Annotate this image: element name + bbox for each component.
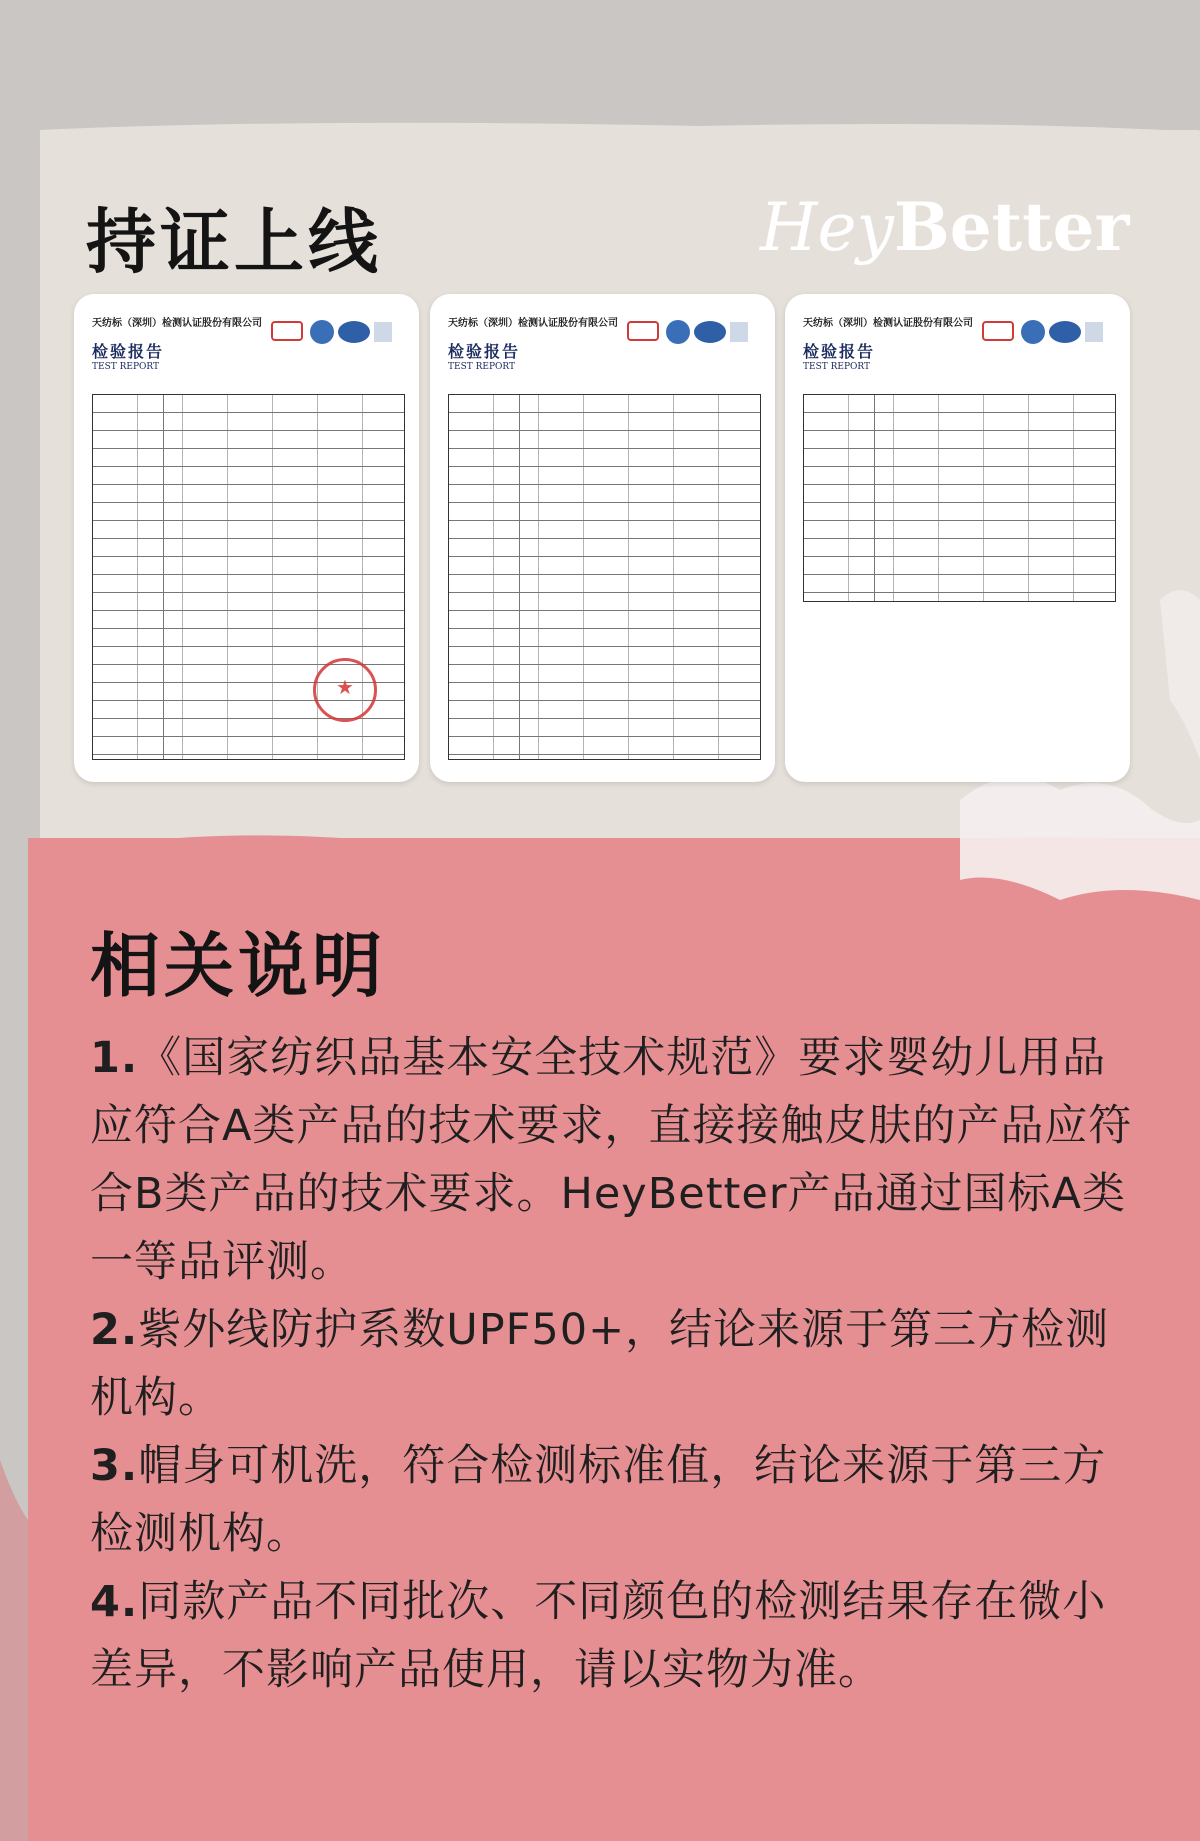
certification-seals-icon <box>266 314 396 354</box>
certification-seals-icon <box>622 314 752 354</box>
list-item <box>90 1432 1140 1568</box>
test-report-card-2[interactable] <box>430 294 775 782</box>
report-title: 检验报告 <box>92 342 165 361</box>
report-title: 检验报告 <box>448 342 521 361</box>
report-organization: 天纺标（深圳）检测认证股份有限公司 <box>92 318 262 329</box>
note-text: 同款产品不同批次、不同颜色的检测结果存在微小差异，不影响产品使用，请以实物为准。 <box>90 1577 1107 1695</box>
official-stamp-icon <box>313 658 377 722</box>
list-item <box>90 1024 1140 1296</box>
brand-logo-word: Better <box>893 188 1130 266</box>
notes-list <box>90 1024 1140 1704</box>
report-organization: 天纺标（深圳）检测认证股份有限公司 <box>803 318 973 329</box>
test-report-card-3[interactable] <box>785 294 1130 782</box>
report-subtitle: TEST REPORT <box>448 362 516 372</box>
report-subtitle: TEST REPORT <box>803 362 871 372</box>
note-text: 《国家纺织品基本安全技术规范》要求婴幼儿用品应符合A类产品的技术要求，直接接触皮肤的产品应符合B类产品的技术要求。HeyBetter产品通过国标A类一等品评测。 <box>90 1033 1133 1287</box>
report-table <box>803 394 1116 602</box>
test-report-card-1[interactable] <box>74 294 419 782</box>
note-number: 3. <box>90 1441 139 1491</box>
list-item <box>90 1568 1140 1704</box>
report-title: 检验报告 <box>803 342 876 361</box>
brand-logo-script: Hey <box>760 189 894 266</box>
test-report-gallery <box>74 294 1130 782</box>
note-text: 紫外线防护系数UPF50+，结论来源于第三方检测机构。 <box>90 1305 1110 1423</box>
certification-title: 持证上线 <box>86 201 382 283</box>
note-number: 1. <box>90 1033 139 1083</box>
description-title: 相关说明 <box>90 925 386 1007</box>
certification-seals-icon <box>977 314 1107 354</box>
note-text: 帽身可机洗，符合检测标准值，结论来源于第三方检测机构。 <box>90 1441 1107 1559</box>
report-subtitle: TEST REPORT <box>92 362 160 372</box>
note-number: 4. <box>90 1577 139 1627</box>
note-number: 2. <box>90 1305 139 1355</box>
brand-logo <box>760 188 1130 268</box>
list-item <box>90 1296 1140 1432</box>
report-table <box>448 394 761 760</box>
report-organization: 天纺标（深圳）检测认证股份有限公司 <box>448 318 618 329</box>
